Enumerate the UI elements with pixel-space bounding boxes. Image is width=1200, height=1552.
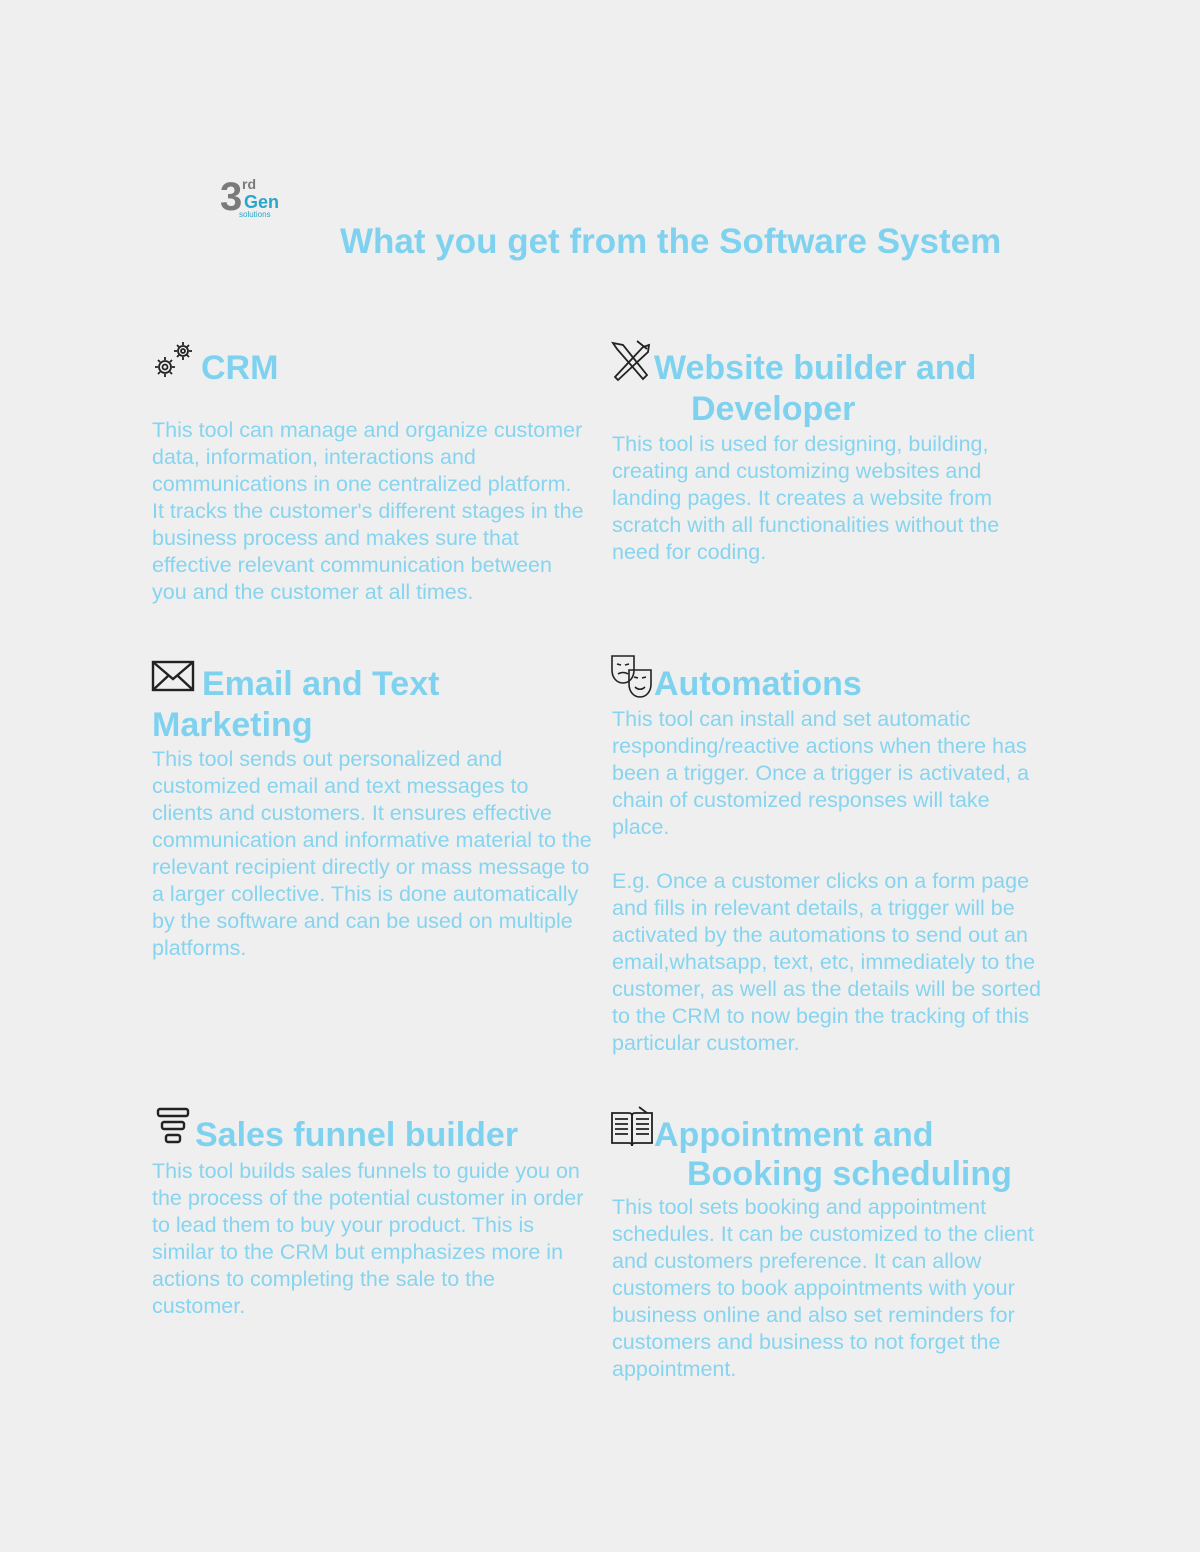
website-builder-description: This tool is used for designing, building, creating and customizing websites and landing pages. It creates a website from scratch with all functionalities without the need for coding.	[612, 432, 1000, 564]
automations-description: This tool can install and set automatic responding/reactive actions when there has been a trigger. Once a trigger is activated, a chain of customized responses will take place.	[612, 707, 1030, 839]
automations-heading: Automations	[654, 665, 862, 703]
crm-heading: CRM	[201, 349, 279, 387]
envelope-icon	[151, 660, 195, 692]
website-builder-heading-line2: Developer	[691, 390, 856, 428]
email-marketing-heading-line2: Marketing	[152, 706, 313, 744]
automations-example: E.g. Once a customer clicks on a form page and fills in relevant details, a trigger will be activated by the automations to send out an email,whatsapp, text, etc, immediately to the customer, as well as the details will be sorted to the CRM to now begin the tracking of this particular customer.	[612, 869, 1042, 1055]
funnel-icon	[156, 1106, 190, 1148]
email-marketing-heading-line1: Email and Text	[202, 665, 440, 703]
logo-number: 3	[220, 175, 241, 219]
crm-description: This tool can manage and organize customer data, information, interactions and communications in one centralized platform. It tracks the customer's different stages in the business process and makes sure that effective relevant communication between you and the customer at all times.	[152, 418, 584, 604]
appointment-description: This tool sets booking and appointment schedules. It can be customized to the client and customers preference. It can allow customers to book appointments with your business online and also set reminders for customers and business to not forget the appointment.	[612, 1195, 1034, 1381]
sales-funnel-heading: Sales funnel builder	[195, 1116, 519, 1154]
appointment-heading-line1: Appointment and	[654, 1116, 934, 1154]
logo-superscript: rd	[242, 176, 256, 192]
gears-icon	[150, 338, 196, 384]
masks-icon	[609, 653, 655, 699]
sales-funnel-description: This tool builds sales funnels to guide you on the process of the potential customer in order to lead them to buy your product. This is similar to the CRM but emphasizes more in actions to completing the sale to the customer.	[152, 1159, 584, 1318]
tools-icon	[609, 339, 655, 383]
appointment-heading-line2: Booking scheduling	[687, 1155, 1012, 1193]
logo-tagline: solutions	[239, 210, 271, 219]
logo-word: Gen	[244, 192, 280, 212]
website-builder-heading-line1: Website builder and	[654, 349, 977, 387]
page-title: What you get from the Software System	[340, 222, 1002, 261]
book-icon	[609, 1105, 655, 1149]
company-logo	[220, 175, 290, 220]
email-marketing-description: This tool sends out personalized and customized email and text messages to clients and customers. It ensures effective communication and informative material to the relevant recipient directly or mass message to a larger collective. This is done automatically by the software and can be used on multiple platforms.	[152, 747, 592, 960]
